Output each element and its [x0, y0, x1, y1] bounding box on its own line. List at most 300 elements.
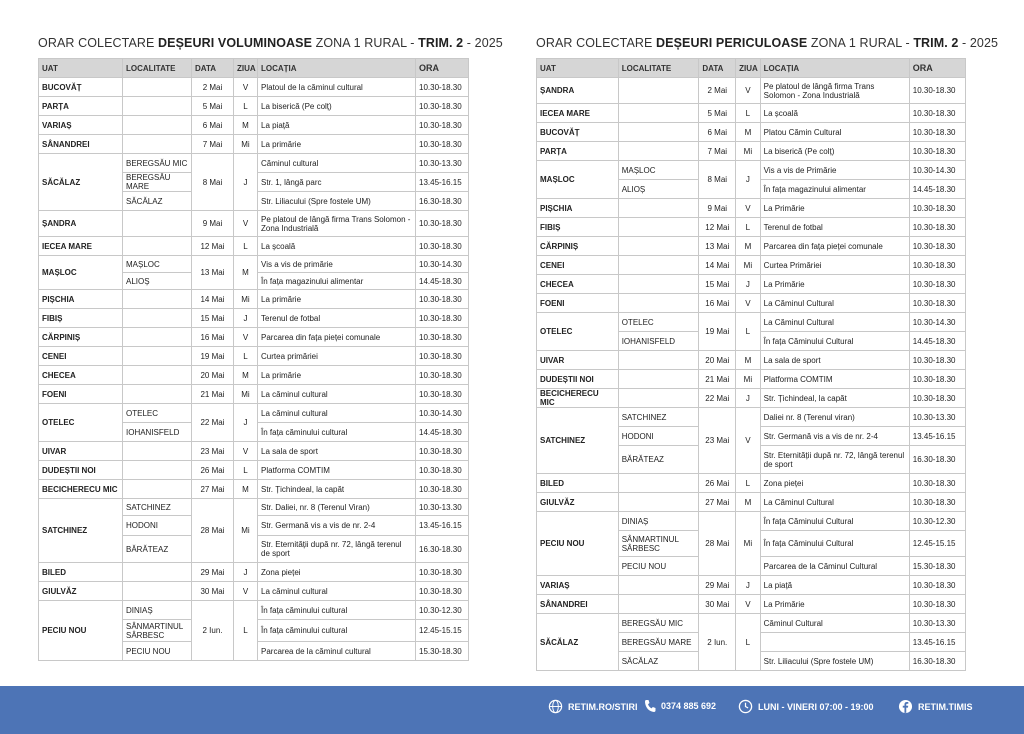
facebook-icon: [898, 699, 913, 714]
weekday-cell: M: [736, 351, 761, 370]
uat-cell: PIȘCHIA: [537, 199, 619, 218]
date-cell: 2 Mai: [192, 78, 234, 97]
footer-phone[interactable]: [644, 699, 716, 713]
uat-cell: CĂRPINIȘ: [39, 328, 123, 347]
location-cell: La căminul cultural: [258, 404, 416, 423]
time-cell: 10.30-13.30: [909, 408, 965, 427]
uat-cell: SÂNANDREI: [39, 135, 123, 154]
weekday-cell: Mi: [736, 142, 761, 161]
uat-cell: UIVAR: [39, 442, 123, 461]
header-localitate: LOCALITATE: [618, 59, 699, 78]
localitate-cell: [123, 135, 192, 154]
uat-cell: CHECEA: [537, 275, 619, 294]
location-cell: Parcarea din fața pieței comunale: [258, 328, 416, 347]
header-ziua: ZIUA: [736, 59, 761, 78]
time-cell: 16.30-18.30: [416, 192, 469, 211]
header-ora: ORA: [909, 59, 965, 78]
weekday-cell: V: [234, 78, 258, 97]
location-cell: Str. Eternității după nr. 72, lângă terenul de sport: [258, 536, 416, 563]
weekday-cell: J: [736, 576, 761, 595]
location-cell: La Căminul Cultural: [760, 294, 909, 313]
location-cell: La Primărie: [760, 275, 909, 294]
date-cell: 30 Mai: [192, 582, 234, 601]
table-row: [39, 366, 469, 385]
weekday-cell: J: [234, 309, 258, 328]
time-cell: 10.30-18.30: [909, 237, 965, 256]
location-cell: La Căminul Cultural: [760, 313, 909, 332]
time-cell: 10.30-18.30: [909, 493, 965, 512]
date-cell: 12 Mai: [192, 237, 234, 256]
time-cell: 10.30-12.30: [416, 601, 469, 620]
uat-cell: PARȚA: [537, 142, 619, 161]
location-cell: Platoul de la căminul cultural: [258, 78, 416, 97]
location-cell: Vis a vis de Primărie: [760, 161, 909, 180]
uat-cell: CENEI: [39, 347, 123, 366]
weekday-cell: V: [234, 211, 258, 237]
localitate-cell: [618, 474, 699, 493]
time-cell: 10.30-18.30: [909, 123, 965, 142]
uat-cell: IECEA MARE: [39, 237, 123, 256]
date-cell: 5 Mai: [699, 104, 736, 123]
footer-facebook-label: RETIM.TIMIS: [918, 701, 973, 712]
date-cell: 12 Mai: [699, 218, 736, 237]
date-cell: 20 Mai: [192, 366, 234, 385]
date-cell: 8 Mai: [192, 154, 234, 211]
table-row: [537, 104, 966, 123]
location-cell: La căminul cultural: [258, 582, 416, 601]
time-cell: 10.30-18.30: [909, 218, 965, 237]
localitate-cell: [123, 309, 192, 328]
uat-cell: ȘANDRA: [537, 78, 619, 104]
location-cell: La sala de sport: [760, 351, 909, 370]
date-cell: 9 Mai: [192, 211, 234, 237]
time-cell: 10.30-18.30: [416, 237, 469, 256]
time-cell: 10.30-13.30: [909, 614, 965, 633]
table-row: [39, 78, 469, 97]
date-cell: 2 Iun.: [699, 614, 736, 671]
table-row: [537, 370, 966, 389]
time-cell: 10.30-18.30: [909, 595, 965, 614]
weekday-cell: J: [736, 389, 761, 408]
date-cell: 16 Mai: [192, 328, 234, 347]
table-row: [39, 499, 469, 516]
localitate-cell: BEREGSĂU MIC: [618, 614, 699, 633]
time-cell: 10.30-18.30: [909, 389, 965, 408]
localitate-cell: HODONI: [123, 516, 192, 536]
localitate-cell: MAȘLOC: [618, 161, 699, 180]
location-cell: Vis a vis de primărie: [258, 256, 416, 273]
date-cell: 9 Mai: [699, 199, 736, 218]
location-cell: Str. Germană vis a vis de nr. 2-4: [258, 516, 416, 536]
weekday-cell: V: [736, 199, 761, 218]
table-row: [537, 595, 966, 614]
time-cell: 12.45-15.15: [416, 620, 469, 642]
time-cell: 10.30-18.30: [909, 104, 965, 123]
footer-hours-label: LUNI - VINERI 07:00 - 19:00: [758, 701, 874, 712]
table-row: [537, 294, 966, 313]
location-cell: La școală: [760, 104, 909, 123]
title-zone: ZONA 1 RURAL -: [312, 36, 419, 50]
weekday-cell: V: [736, 78, 761, 104]
time-cell: 10.30-18.30: [909, 199, 965, 218]
footer-facebook-link[interactable]: [898, 699, 973, 714]
bulky-waste-rows: [39, 78, 469, 661]
header-localitate: LOCALITATE: [123, 59, 192, 78]
uat-cell: ȘANDRA: [39, 211, 123, 237]
footer-web-label: RETIM.RO/STIRI: [568, 701, 638, 712]
table-row: [537, 142, 966, 161]
table-row: [39, 116, 469, 135]
weekday-cell: M: [234, 366, 258, 385]
weekday-cell: V: [736, 595, 761, 614]
localitate-cell: [618, 370, 699, 389]
time-cell: 10.30-18.30: [909, 78, 965, 104]
weekday-cell: L: [234, 601, 258, 661]
location-cell: În fața căminului cultural: [258, 620, 416, 642]
table-row: [39, 256, 469, 273]
date-cell: 21 Mai: [699, 370, 736, 389]
uat-cell: SĂCĂLAZ: [39, 154, 123, 211]
table-row: [537, 218, 966, 237]
header-ziua: ZIUA: [234, 59, 258, 78]
table-row: [537, 614, 966, 633]
localitate-cell: IOHANISFELD: [618, 332, 699, 351]
localitate-cell: [123, 582, 192, 601]
table-row: [537, 237, 966, 256]
location-cell: Str. Liliacului (Spre fostele UM): [760, 652, 909, 671]
localitate-cell: BEREGSĂU MIC: [123, 154, 192, 173]
table-row: [39, 480, 469, 499]
uat-cell: UIVAR: [537, 351, 619, 370]
time-cell: 10.30-14.30: [416, 404, 469, 423]
weekday-cell: M: [234, 480, 258, 499]
localitate-cell: [123, 78, 192, 97]
weekday-cell: V: [234, 582, 258, 601]
location-cell: Pe platoul de lângă firma Trans Solomon - Zona Industrială: [760, 78, 909, 104]
location-cell: Căminul Cultural: [760, 614, 909, 633]
uat-cell: IECEA MARE: [537, 104, 619, 123]
footer-hours: [738, 699, 874, 714]
weekday-cell: L: [736, 218, 761, 237]
table-header-row: [537, 59, 966, 78]
uat-cell: DUDEȘTII NOI: [39, 461, 123, 480]
localitate-cell: [618, 389, 699, 408]
weekday-cell: V: [736, 408, 761, 474]
time-cell: 12.45-15.15: [909, 531, 965, 557]
time-cell: 14.45-18.30: [909, 180, 965, 199]
location-cell: Platou Cămin Cultural: [760, 123, 909, 142]
uat-cell: CENEI: [537, 256, 619, 275]
weekday-cell: J: [234, 154, 258, 211]
footer-phone-label: 0374 885 692: [661, 701, 717, 711]
location-cell: La Primărie: [760, 595, 909, 614]
time-cell: 10.30-18.30: [416, 442, 469, 461]
time-cell: 10.30-14.30: [416, 256, 469, 273]
hazardous-waste-table: [536, 58, 966, 671]
time-cell: 10.30-18.30: [416, 480, 469, 499]
header-data: DATA: [699, 59, 736, 78]
localitate-cell: ALIOȘ: [123, 273, 192, 290]
date-cell: 23 Mai: [192, 442, 234, 461]
localitate-cell: [123, 461, 192, 480]
title-waste-type: DEȘEURI PERICULOASE: [656, 36, 808, 50]
time-cell: 10.30-18.30: [909, 351, 965, 370]
bulky-waste-schedule: [38, 36, 503, 661]
localitate-cell: [618, 123, 699, 142]
footer-web-link[interactable]: [548, 699, 638, 714]
date-cell: 23 Mai: [699, 408, 736, 474]
localitate-cell: SATCHINEZ: [618, 408, 699, 427]
table-row: [537, 78, 966, 104]
table-row: [39, 461, 469, 480]
time-cell: 10.30-18.30: [909, 142, 965, 161]
location-cell: La primărie: [258, 135, 416, 154]
uat-cell: CHECEA: [39, 366, 123, 385]
time-cell: 10.30-18.30: [416, 309, 469, 328]
location-cell: Str. Eternității după nr. 72, lângă terenul de sport: [760, 446, 909, 474]
date-cell: 26 Mai: [699, 474, 736, 493]
title-prefix: ORAR COLECTARE: [536, 36, 657, 50]
weekday-cell: M: [736, 237, 761, 256]
date-cell: 28 Mai: [192, 499, 234, 563]
location-cell: La căminul cultural: [258, 385, 416, 404]
date-cell: 22 Mai: [192, 404, 234, 442]
location-cell: Str. Liliacului (Spre fostele UM): [258, 192, 416, 211]
bulky-waste-table: [38, 58, 469, 661]
localitate-cell: OTELEC: [618, 313, 699, 332]
location-cell: Str. Țichindeal, la capăt: [258, 480, 416, 499]
date-cell: 14 Mai: [192, 290, 234, 309]
title-zone: ZONA 1 RURAL -: [807, 36, 914, 50]
location-cell: Parcarea de la căminul cultural: [258, 642, 416, 661]
localitate-cell: [123, 385, 192, 404]
localitate-cell: [123, 347, 192, 366]
date-cell: 2 Mai: [699, 78, 736, 104]
location-cell: În fața Căminului Cultural: [760, 531, 909, 557]
header-locatia: LOCAȚIA: [258, 59, 416, 78]
uat-cell: VARIAȘ: [39, 116, 123, 135]
bulky-waste-title: [38, 36, 503, 54]
time-cell: 10.30-18.30: [416, 347, 469, 366]
date-cell: 7 Mai: [699, 142, 736, 161]
localitate-cell: DINIAȘ: [618, 512, 699, 531]
localitate-cell: HODONI: [618, 427, 699, 446]
time-cell: 10.30-18.30: [909, 370, 965, 389]
date-cell: 22 Mai: [699, 389, 736, 408]
time-cell: 10.30-18.30: [416, 328, 469, 347]
table-row: [39, 385, 469, 404]
hazardous-waste-rows: [537, 78, 966, 671]
globe-icon: [548, 699, 563, 714]
time-cell: 10.30-14.30: [909, 313, 965, 332]
localitate-cell: SĂCĂLAZ: [618, 652, 699, 671]
time-cell: 10.30-18.30: [416, 461, 469, 480]
weekday-cell: Mi: [234, 290, 258, 309]
table-row: [537, 199, 966, 218]
localitate-cell: [618, 493, 699, 512]
time-cell: 10.30-18.30: [909, 576, 965, 595]
time-cell: 13.45-16.15: [909, 633, 965, 652]
uat-cell: SÂNANDREI: [537, 595, 619, 614]
uat-cell: SATCHINEZ: [537, 408, 619, 474]
weekday-cell: Mi: [736, 512, 761, 576]
location-cell: Curtea Primăriei: [760, 256, 909, 275]
localitate-cell: [123, 328, 192, 347]
time-cell: 10.30-12.30: [909, 512, 965, 531]
uat-cell: MAȘLOC: [537, 161, 619, 199]
table-row: [39, 404, 469, 423]
uat-cell: BUCOVĂȚ: [537, 123, 619, 142]
weekday-cell: J: [736, 275, 761, 294]
date-cell: 15 Mai: [192, 309, 234, 328]
table-row: [39, 328, 469, 347]
weekday-cell: M: [234, 116, 258, 135]
title-year: - 2025: [958, 36, 999, 50]
table-row: [39, 309, 469, 328]
uat-cell: SATCHINEZ: [39, 499, 123, 563]
localitate-cell: [123, 97, 192, 116]
localitate-cell: BEREGSĂU MARE: [123, 173, 192, 192]
localitate-cell: [123, 480, 192, 499]
weekday-cell: J: [736, 161, 761, 199]
date-cell: 2 Iun.: [192, 601, 234, 661]
location-cell: În fața căminului cultural: [258, 423, 416, 442]
weekday-cell: V: [234, 442, 258, 461]
localitate-cell: [618, 237, 699, 256]
location-cell: Terenul de fotbal: [258, 309, 416, 328]
localitate-cell: [123, 442, 192, 461]
location-cell: Str. 1, lângă parc: [258, 173, 416, 192]
location-cell: La primărie: [258, 290, 416, 309]
location-cell: Str. Țichindeal, la capăt: [760, 389, 909, 408]
time-cell: 10.30-18.30: [416, 563, 469, 582]
table-row: [39, 237, 469, 256]
uat-cell: BECICHERECU MIC: [39, 480, 123, 499]
location-cell: La piață: [258, 116, 416, 135]
time-cell: 13.45-16.15: [416, 173, 469, 192]
localitate-cell: [123, 366, 192, 385]
localitate-cell: [618, 199, 699, 218]
table-row: [537, 493, 966, 512]
location-cell: La Căminul Cultural: [760, 493, 909, 512]
time-cell: 16.30-18.30: [909, 652, 965, 671]
weekday-cell: Mi: [736, 370, 761, 389]
location-cell: [760, 633, 909, 652]
title-year: - 2025: [463, 36, 503, 50]
location-cell: Terenul de fotbal: [760, 218, 909, 237]
date-cell: 15 Mai: [699, 275, 736, 294]
date-cell: 14 Mai: [699, 256, 736, 275]
location-cell: În fața magazinului alimentar: [258, 273, 416, 290]
table-row: [39, 582, 469, 601]
time-cell: 10.30-18.30: [416, 116, 469, 135]
time-cell: 10.30-18.30: [909, 474, 965, 493]
title-prefix: ORAR COLECTARE: [38, 36, 159, 50]
location-cell: Parcarea din fața pieței comunale: [760, 237, 909, 256]
title-quarter: TRIM. 2: [418, 36, 464, 50]
table-row: [39, 347, 469, 366]
location-cell: La Primărie: [760, 199, 909, 218]
localitate-cell: [618, 275, 699, 294]
weekday-cell: Mi: [234, 135, 258, 154]
time-cell: 10.30-18.30: [416, 366, 469, 385]
uat-cell: BUCOVĂȚ: [39, 78, 123, 97]
time-cell: 13.45-16.15: [909, 427, 965, 446]
weekday-cell: L: [234, 347, 258, 366]
uat-cell: VARIAȘ: [537, 576, 619, 595]
uat-cell: DUDEȘTII NOI: [537, 370, 619, 389]
table-row: [537, 256, 966, 275]
time-cell: 10.30-18.30: [909, 275, 965, 294]
table-row: [39, 211, 469, 237]
weekday-cell: V: [736, 294, 761, 313]
weekday-cell: M: [234, 256, 258, 290]
date-cell: 29 Mai: [192, 563, 234, 582]
location-cell: La școală: [258, 237, 416, 256]
localitate-cell: [123, 290, 192, 309]
location-cell: Curtea primăriei: [258, 347, 416, 366]
weekday-cell: Mi: [234, 499, 258, 563]
localitate-cell: [618, 142, 699, 161]
localitate-cell: [618, 576, 699, 595]
location-cell: Platforma COMTIM: [258, 461, 416, 480]
table-row: [537, 275, 966, 294]
time-cell: 10.30-18.30: [416, 135, 469, 154]
localitate-cell: BĂRĂTEAZ: [123, 536, 192, 563]
localitate-cell: MAȘLOC: [123, 256, 192, 273]
localitate-cell: PECIU NOU: [123, 642, 192, 661]
uat-cell: GIULVĂZ: [39, 582, 123, 601]
location-cell: Str. Germană vis a vis de nr. 2-4: [760, 427, 909, 446]
weekday-cell: L: [736, 313, 761, 351]
date-cell: 6 Mai: [699, 123, 736, 142]
uat-cell: PECIU NOU: [537, 512, 619, 576]
time-cell: 14.45-18.30: [416, 273, 469, 290]
table-row: [537, 408, 966, 427]
uat-cell: PIȘCHIA: [39, 290, 123, 309]
date-cell: 7 Mai: [192, 135, 234, 154]
header-ora: ORA: [416, 59, 469, 78]
table-row: [39, 135, 469, 154]
uat-cell: FIBIȘ: [39, 309, 123, 328]
localitate-cell: PECIU NOU: [618, 557, 699, 576]
location-cell: În fața căminului cultural: [258, 601, 416, 620]
localitate-cell: [123, 116, 192, 135]
localitate-cell: ALIOȘ: [618, 180, 699, 199]
time-cell: 10.30-18.30: [416, 97, 469, 116]
table-row: [39, 601, 469, 620]
location-cell: Zona pieței: [258, 563, 416, 582]
localitate-cell: IOHANISFELD: [123, 423, 192, 442]
time-cell: 10.30-13.30: [416, 154, 469, 173]
table-row: [537, 512, 966, 531]
weekday-cell: L: [736, 104, 761, 123]
time-cell: 16.30-18.30: [909, 446, 965, 474]
location-cell: Platforma COMTIM: [760, 370, 909, 389]
uat-cell: BECICHERECU MIC: [537, 389, 619, 408]
phone-icon: [644, 699, 656, 713]
table-row: [537, 389, 966, 408]
time-cell: 15.30-18.30: [416, 642, 469, 661]
weekday-cell: L: [234, 97, 258, 116]
location-cell: Daliei nr. 8 (Terenul viran): [760, 408, 909, 427]
uat-cell: BILED: [39, 563, 123, 582]
location-cell: Căminul cultural: [258, 154, 416, 173]
date-cell: 30 Mai: [699, 595, 736, 614]
time-cell: 14.45-18.30: [909, 332, 965, 351]
location-cell: La piață: [760, 576, 909, 595]
time-cell: 14.45-18.30: [416, 423, 469, 442]
